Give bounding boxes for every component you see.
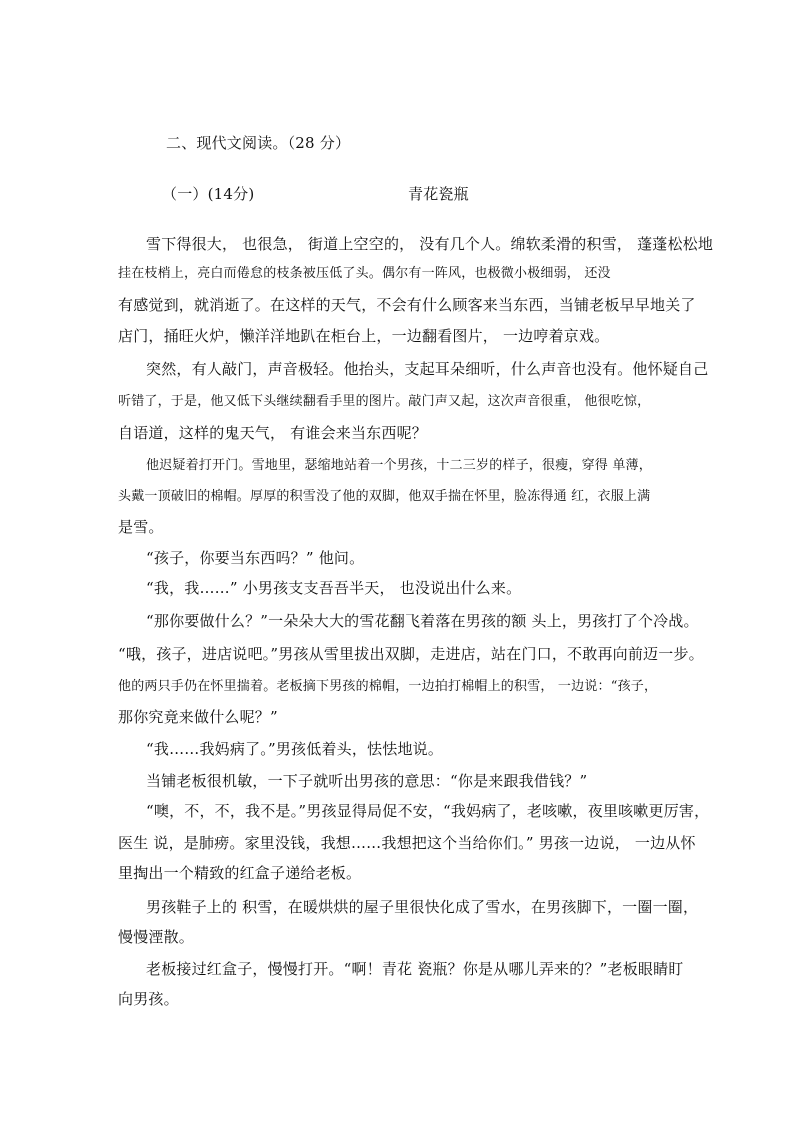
text-line: “孩子，你要当东西吗？” 他问。 [146,549,365,567]
text-line: “我，我……” 小男孩支支吾吾半天， 也没说出什么来。 [146,579,522,597]
text-line: 店门，捅旺火炉，懒洋洋地趴在柜台上，一边翻看图片， 一边哼着京戏。 [118,327,610,345]
text-line: “噢，不，不，我不是。”男孩显得局促不安，“我妈病了，老咳嗽，夜里咳嗽更厉害， [146,802,710,820]
text-line: 向男孩。 [118,990,179,1008]
text-line: 自语道，这样的鬼天气， 有谁会来当东西呢？ [118,424,427,442]
text-line: 他迟疑着打开门。雪地里，瑟缩地站着一个男孩，十二三岁的样子，很瘦，穿得 单薄， [146,458,652,473]
text-line: 那你究竟来做什么呢？” [118,708,278,726]
text-line: 雪下得很大， 也很急， 街道上空空的， 没有几个人。绵软柔滑的积雪， 蓬蓬松松地 [146,235,714,253]
text-line: 挂在枝梢上，亮白而倦怠的枝条被压低了头。偶尔有一阵风，也极微小极细弱， 还没 [118,266,611,281]
text-line: 当铺老板很机敏，一下子就听出男孩的意思：“你是来跟我借钱？” [146,772,588,790]
text-line: 突然，有人敲门，声音极轻。他抬头，支起耳朵细听，什么声音也没有。他怀疑自己 [146,360,709,378]
passage-title: 青花瓷瓶 [408,185,469,203]
text-line: “那你要做什么？”一朵朵大大的雪花翻飞着落在男孩的额 头上，男孩打了个冷战。 [146,612,699,630]
text-line: “哦，孩子，进店说吧。”男孩从雪里拔出双脚，走进店，站在门口，不敢再向前迈一步。 [118,645,704,663]
text-line: 医生 说，是肺痨。家里没钱，我想……我想把这个当给你们。” 男孩一边说， 一边从怀 [118,834,696,852]
passage-part-label: （一）(14分) [162,185,255,203]
text-line: 里掏出一个精致的红盒子递给老板。 [118,864,362,882]
text-line: 听错了，于是，他又低下头继续翻看手里的图片。敲门声又起，这次声音很重， 他很吃惊， [118,394,651,409]
text-line: 男孩鞋子上的 积雪，在暖烘烘的屋子里很快化成了雪水，在男孩脚下，一圈一圈， [146,898,699,916]
text-line: 头戴一顶破旧的棉帽。厚厚的积雪没了他的双脚，他双手揣在怀里，脸冻得通 红，衣服上满 [118,489,651,504]
text-line: 他的两只手仍在怀里揣着。老板摘下男孩的棉帽，一边拍打棉帽上的积雪， 一边说：“孩子， [118,679,658,694]
text-line: 是雪。 [118,518,164,536]
text-line: 慢慢湮散。 [118,928,195,946]
text-line: 有感觉到，就消逝了。在这样的天气，不会有什么顾客来当东西，当铺老板早早地关了 [118,296,696,314]
section-heading: 二、现代文阅读。（28 分） [166,134,351,152]
text-line: “我……我妈病了。”男孩低着头，怯怯地说。 [146,740,444,758]
text-line: 老板接过红盒子，慢慢打开。“啊！青花 瓷瓶？你是从哪儿弄来的？”老板眼睛盯 [146,960,684,978]
